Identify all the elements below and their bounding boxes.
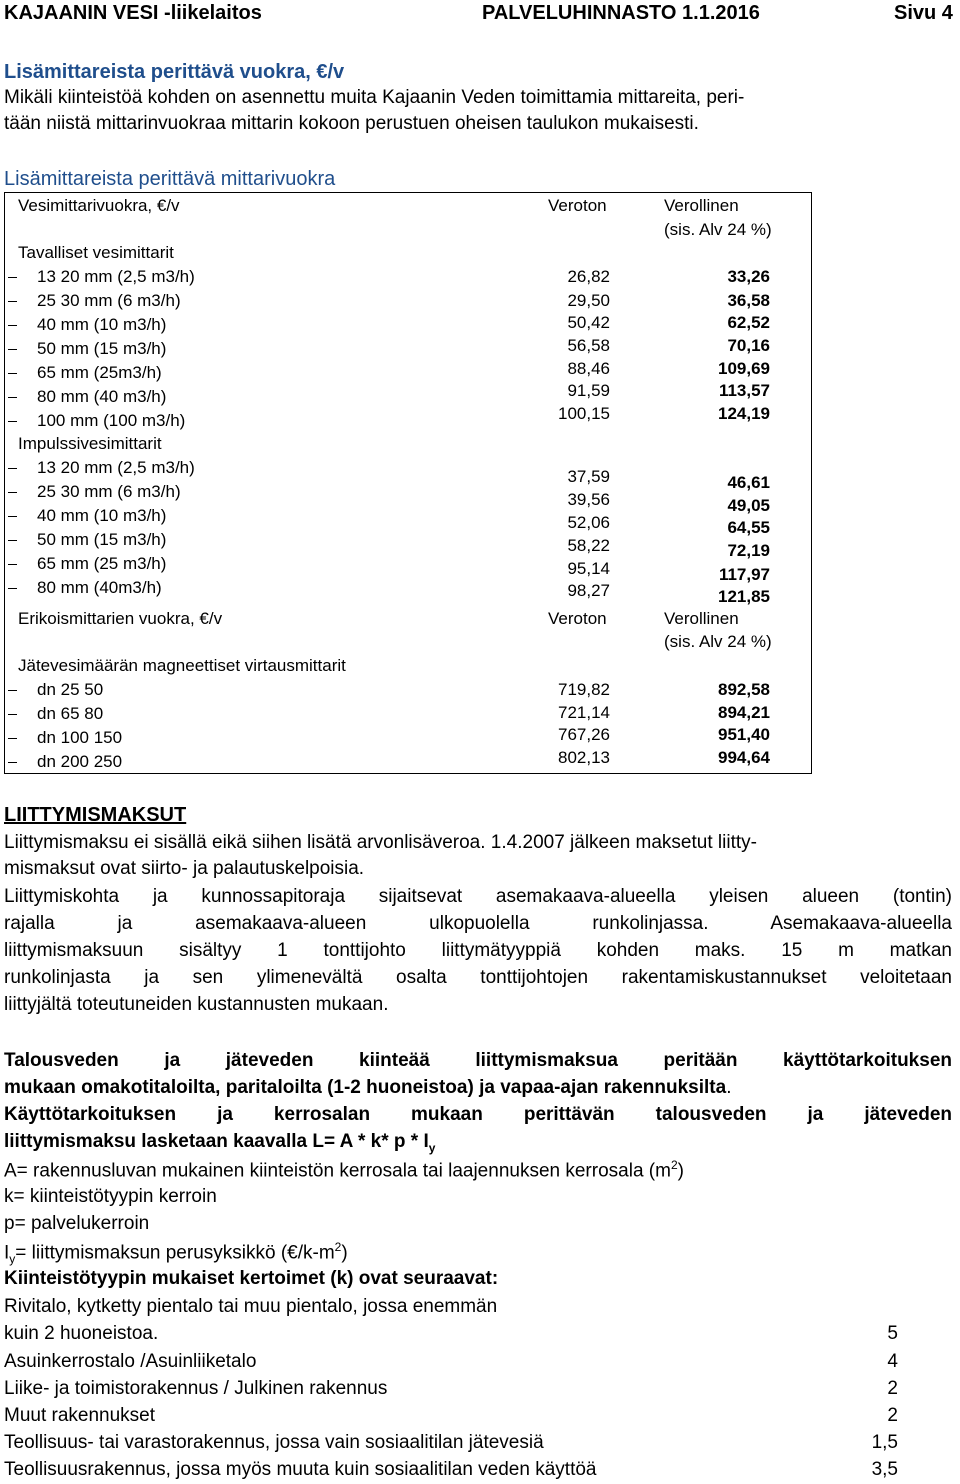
meter-size: 50 mm (15 m3/h) — [37, 339, 167, 358]
formula-subscript: y — [428, 1140, 436, 1155]
meter-size: 13 20 mm (2,5 m3/h) — [37, 267, 195, 286]
table-row-label — [8, 530, 166, 550]
col-header-gross: Verollinen — [664, 196, 739, 215]
bold-paragraph-line: Käyttötarkoituksen ja kerrosalan mukaan perittävän talousveden ja jäteveden — [4, 1104, 952, 1125]
price-net: 37,59 — [567, 467, 610, 486]
price-net: 39,56 — [567, 490, 610, 509]
col-header-special-rent: Erikoismittarien vuokra, €/v — [18, 609, 223, 628]
price-net: 26,82 — [567, 267, 610, 286]
header-doc-title: PALVELUHINNASTO 1.1.2016 — [482, 2, 760, 24]
table-row-label — [8, 339, 166, 359]
coefficient-row-label: Liike- ja toimistorakennus / Julkinen rakennus — [4, 1378, 388, 1399]
price-net: 98,27 — [567, 581, 610, 600]
definition-k: k= kiinteistötyypin kerroin — [4, 1186, 217, 1207]
col-header-net: Veroton — [548, 609, 607, 628]
dash-bullet — [8, 714, 17, 715]
paragraph-line: runkolinjasta ja sen ylimenevältä osalta tonttijohtojen rakentamiskustannukset veloitetaan — [4, 967, 952, 988]
definition-symbol: I — [4, 1242, 10, 1264]
price-gross: 33,26 — [727, 267, 770, 286]
meter-size: 80 mm (40 m3/h) — [37, 387, 167, 406]
definition-text: A= rakennusluvan mukainen kiinteistön kerrosala tai laajennuksen kerrosala (m — [4, 1160, 671, 1182]
price-gross: 994,64 — [718, 748, 770, 767]
paragraph-line: Liittymismaksu ei sisällä eikä siihen lisätä arvonlisäveroa. 1.4.2007 jälkeen maksetut liitty- — [4, 832, 757, 853]
dash-bullet — [8, 492, 17, 493]
price-gross: 62,52 — [727, 313, 770, 332]
paragraph-line: mismaksut ovat siirto- ja palautuskelpoisia. — [4, 858, 365, 879]
coefficient-row-label: Rivitalo, kytketty pientalo tai muu pientalo, jossa enemmän — [4, 1296, 498, 1317]
bold-paragraph-line: Talousveden ja jäteveden kiinteää liittymismaksua peritään käyttötarkoituksen — [4, 1050, 952, 1071]
definition-a — [4, 1158, 684, 1182]
superscript: 2 — [670, 1158, 678, 1172]
col-header-net: Veroton — [548, 196, 607, 215]
bold-text: mukaan omakotitaloilta, paritaloilta (1-2 huoneistoa) ja vapaa-ajan rakennuksilta — [4, 1077, 727, 1098]
dash-bullet — [8, 690, 17, 691]
meter-size: dn 100 150 — [37, 728, 123, 747]
paragraph-line: Liittymiskohta ja kunnossapitoraja sijaitsevat asemakaava-alueella yleisen alueen (tontin) — [4, 886, 952, 907]
price-net: 91,59 — [567, 381, 610, 400]
meter-size: 65 mm (25m3/h) — [37, 363, 162, 382]
dash-bullet — [8, 421, 17, 422]
col-header-gross: Verollinen — [664, 609, 739, 628]
coefficient-row-label: Teollisuusrakennus, jossa myös muuta kuin sosiaalitilan veden käyttöä — [4, 1459, 597, 1480]
price-gross: 951,40 — [718, 725, 770, 744]
price-net: 56,58 — [567, 336, 610, 355]
dash-bullet — [8, 277, 17, 278]
header-page: Sivu 4 — [894, 2, 953, 24]
price-net: 721,14 — [558, 703, 610, 722]
dash-bullet — [8, 762, 17, 763]
col-header-meter-rent: Vesimittarivuokra, €/v — [18, 196, 180, 215]
price-gross: 113,57 — [718, 381, 770, 400]
price-net: 52,06 — [567, 513, 610, 532]
dash-bullet — [8, 468, 17, 469]
meter-size: 40 mm (10 m3/h) — [37, 315, 167, 334]
price-net: 100,15 — [558, 404, 610, 423]
table-row-label — [8, 363, 162, 383]
dash-bullet — [8, 516, 17, 517]
table-row-label — [8, 291, 181, 311]
table-row-label — [8, 267, 195, 287]
dash-bullet — [8, 325, 17, 326]
definition-p: p= palvelukerroin — [4, 1213, 150, 1234]
table-row-label — [8, 680, 103, 700]
subscript: y — [9, 1252, 16, 1267]
dash-bullet — [8, 588, 17, 589]
definition-end: ) — [677, 1160, 684, 1182]
price-gross: 121,85 — [718, 587, 770, 606]
meter-size: 40 mm (10 m3/h) — [37, 506, 167, 525]
price-gross: 109,69 — [718, 359, 770, 378]
coefficient-row-label: Teollisuus- tai varastorakennus, jossa vain sosiaalitilan jätevesiä — [4, 1432, 544, 1453]
meter-size: 25 30 mm (6 m3/h) — [37, 482, 181, 501]
meter-size: 13 20 mm (2,5 m3/h) — [37, 458, 195, 477]
table-row-label — [8, 578, 162, 598]
coefficient-row-label: kuin 2 huoneistoa. — [4, 1323, 159, 1344]
header-org: KAJAANIN VESI -liikelaitos — [4, 2, 262, 24]
coefficient-value: 1,5 — [871, 1432, 898, 1453]
dash-bullet — [8, 397, 17, 398]
dash-bullet — [8, 301, 17, 302]
dash-bullet — [8, 738, 17, 739]
table-row-label — [8, 554, 166, 574]
paragraph-line: rajalla ja asemakaava-alueen ulkopuolella runkolinjassa. Asemakaava-alueella — [4, 913, 952, 934]
price-net: 95,14 — [567, 559, 610, 578]
table-row-label — [8, 704, 103, 724]
paragraph-line: liittymismaksuun sisältyy 1 tonttijohto liittymätyyppiä kohden maks. 15 m matkan — [4, 940, 952, 961]
meter-size: dn 25 50 — [37, 680, 104, 699]
meter-size: dn 200 250 — [37, 752, 123, 771]
price-net: 29,50 — [567, 291, 610, 310]
price-gross: 892,58 — [718, 680, 770, 699]
price-net: 802,13 — [558, 748, 610, 767]
col-header-gross-vat: (sis. Alv 24 %) — [664, 632, 772, 651]
table-row-label — [8, 728, 122, 748]
price-gross: 117,97 — [718, 565, 770, 584]
section-title-extra-meters: Lisämittareista perittävä vuokra, €/v — [4, 61, 345, 83]
price-gross: 72,19 — [727, 541, 770, 560]
coefficient-row-label: Asuinkerrostalo /Asuinliiketalo — [4, 1351, 257, 1372]
dash-bullet — [8, 540, 17, 541]
table-row-label — [8, 458, 195, 478]
group-title-impulse-meters: Impulssivesimittarit — [18, 434, 162, 453]
meter-size: 25 30 mm (6 m3/h) — [37, 291, 181, 310]
formula-text: liittymismaksu lasketaan kaavalla L= A * k* p * I — [4, 1131, 429, 1152]
definition-end: ) — [341, 1242, 348, 1264]
price-gross: 70,16 — [727, 336, 770, 355]
meter-size: 100 mm (100 m3/h) — [37, 411, 186, 430]
coefficient-row-label: Muut rakennukset — [4, 1405, 156, 1426]
intro-text-line: Mikäli kiinteistöä kohden on asennettu muita Kajaanin Veden toimittamia mittareita, peri- — [4, 87, 745, 108]
price-gross: 49,05 — [727, 496, 770, 515]
dash-bullet — [8, 349, 17, 350]
price-gross: 64,55 — [727, 518, 770, 537]
price-net: 719,82 — [558, 680, 610, 699]
punctuation: . — [726, 1077, 732, 1098]
price-gross: 894,21 — [718, 703, 770, 722]
dash-bullet — [8, 564, 17, 565]
table-title: Lisämittareista perittävä mittarivuokra — [4, 168, 336, 190]
coefficient-value: 2 — [887, 1378, 898, 1399]
bold-paragraph-line — [4, 1077, 732, 1099]
table-row-label — [8, 506, 166, 526]
meter-size: 80 mm (40m3/h) — [37, 578, 162, 597]
group-title-flow-meters: Jätevesimäärän magneettiset virtausmittarit — [18, 656, 346, 675]
coefficient-value: 2 — [887, 1405, 898, 1426]
definition-i — [4, 1240, 348, 1266]
meter-size: dn 65 80 — [37, 704, 104, 723]
price-net: 88,46 — [567, 359, 610, 378]
price-net: 58,22 — [567, 536, 610, 555]
group-title-standard-meters: Tavalliset vesimittarit — [18, 243, 174, 262]
definition-text: = liittymismaksun perusyksikkö (€/k-m — [15, 1242, 335, 1264]
section-title-connection-fees: LIITTYMISMAKSUT — [4, 804, 187, 826]
paragraph-line: liittyjältä toteutuneiden kustannusten mukaan. — [4, 994, 389, 1015]
intro-text-line: tään niistä mittarinvuokraa mittarin kokoon perustuen oheisen taulukon mukaisesti. — [4, 113, 699, 134]
table-row-label — [8, 411, 185, 431]
price-net: 50,42 — [567, 313, 610, 332]
dash-bullet — [8, 373, 17, 374]
table-row-label — [8, 482, 181, 502]
coefficient-title: Kiinteistötyypin mukaiset kertoimet (k) ovat seuraavat: — [4, 1268, 499, 1289]
table-row-label — [8, 387, 166, 407]
col-header-gross-vat: (sis. Alv 24 %) — [664, 220, 772, 239]
meter-size: 50 mm (15 m3/h) — [37, 530, 167, 549]
formula-line — [4, 1131, 435, 1155]
price-gross: 46,61 — [727, 473, 770, 492]
price-gross: 124,19 — [718, 404, 770, 423]
superscript: 2 — [334, 1240, 342, 1254]
meter-size: 65 mm (25 m3/h) — [37, 554, 167, 573]
coefficient-value: 5 — [887, 1323, 898, 1344]
price-net: 767,26 — [558, 725, 610, 744]
price-gross: 36,58 — [727, 291, 770, 310]
coefficient-value: 3,5 — [871, 1459, 898, 1480]
table-row-label — [8, 315, 166, 335]
coefficient-value: 4 — [887, 1351, 898, 1372]
table-row-label — [8, 752, 122, 772]
